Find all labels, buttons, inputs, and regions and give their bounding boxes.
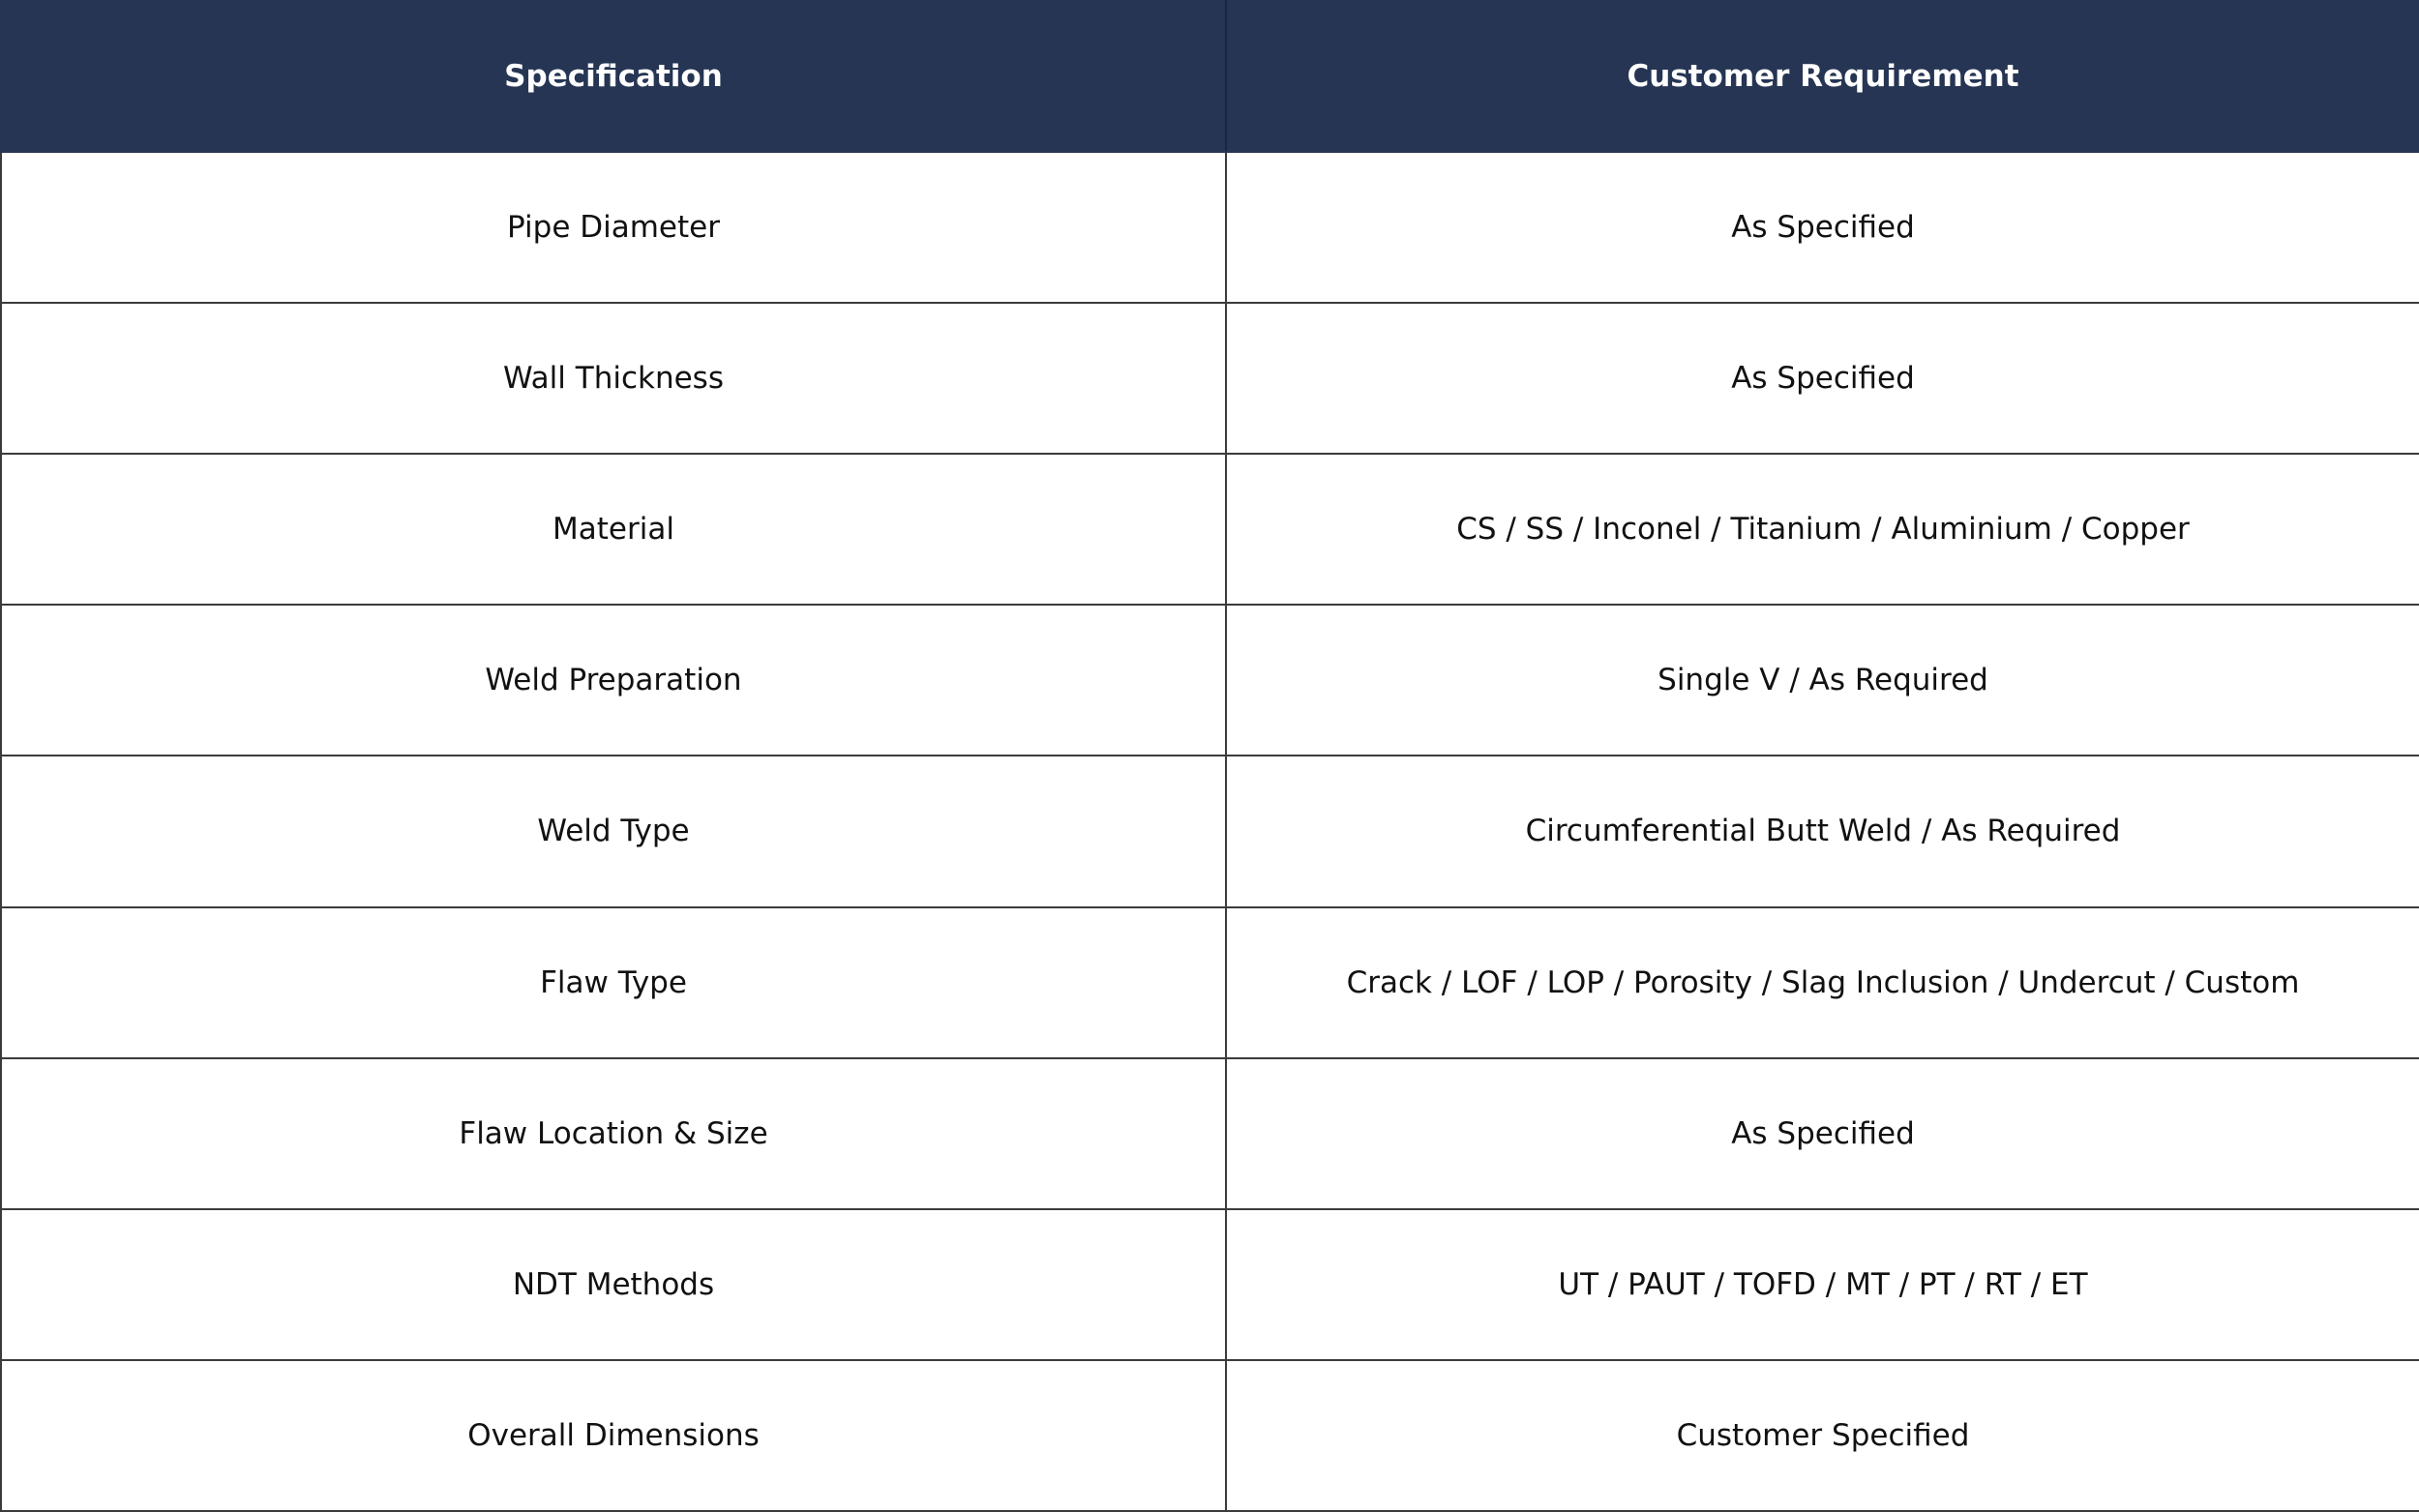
specification-cell: Overall Dimensions [1, 1360, 1226, 1511]
specification-cell: Weld Preparation [1, 605, 1226, 756]
header-specification: Specification [1, 1, 1226, 152]
specification-cell: Flaw Type [1, 907, 1226, 1058]
header-row [1, 1, 2419, 152]
specification-cell: Wall Thickness [1, 303, 1226, 454]
table-row [1, 454, 2419, 605]
requirement-cell: UT / PAUT / TOFD / MT / PT / RT / ET [1226, 1209, 2419, 1360]
requirement-cell: Customer Specified [1226, 1360, 2419, 1511]
specification-cell: Pipe Diameter [1, 152, 1226, 303]
specification-cell: NDT Methods [1, 1209, 1226, 1360]
specification-cell: Weld Type [1, 756, 1226, 906]
requirement-cell: As Specified [1226, 152, 2419, 303]
table-row [1, 303, 2419, 454]
table-body [1, 152, 2419, 1511]
table-header [1, 1, 2419, 152]
table-row [1, 605, 2419, 756]
requirement-cell: Single V / As Required [1226, 605, 2419, 756]
table-row [1, 756, 2419, 906]
header-customer-requirement: Customer Requirement [1226, 1, 2419, 152]
requirement-cell: Circumferential Butt Weld / As Required [1226, 756, 2419, 906]
requirement-cell: As Specified [1226, 303, 2419, 454]
table-row [1, 152, 2419, 303]
requirement-cell: Crack / LOF / LOP / Porosity / Slag Inclusion / Undercut / Custom [1226, 907, 2419, 1058]
specification-cell: Material [1, 454, 1226, 605]
specification-cell: Flaw Location & Size [1, 1058, 1226, 1209]
requirement-cell: CS / SS / Inconel / Titanium / Aluminium / Copper [1226, 454, 2419, 605]
table-row [1, 1058, 2419, 1209]
table-row [1, 907, 2419, 1058]
table-row [1, 1360, 2419, 1511]
requirement-cell: As Specified [1226, 1058, 2419, 1209]
table-row [1, 1209, 2419, 1360]
